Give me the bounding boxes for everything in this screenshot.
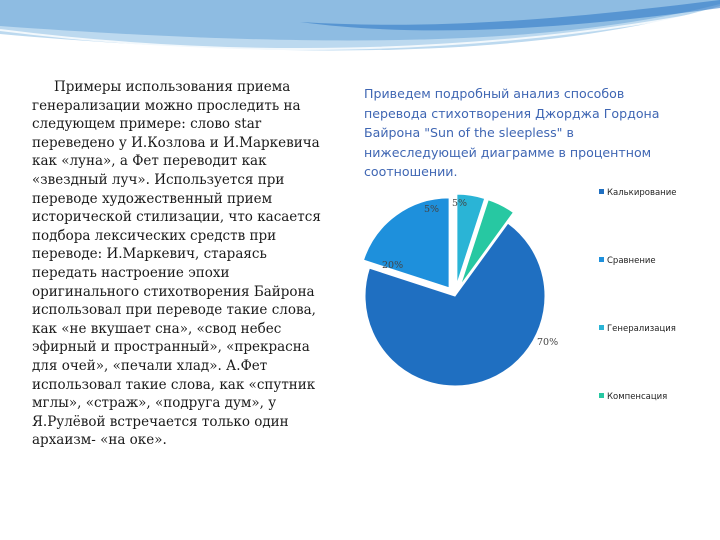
chart-intro-text: Приведем подробный анализ способов перевода стихотворения Джорджа Гордона Байрона "Sun of the sleepless" в нижеследующей диаграмме в процентном соотношении. [364, 86, 660, 179]
data-label-2: 20% [382, 260, 404, 271]
data-label-3: 5% [424, 204, 440, 215]
legend-label-1: Калькирование [607, 188, 677, 198]
legend-swatch-4 [599, 393, 604, 398]
legend-label-3: Генерализация [607, 324, 676, 334]
legend-swatch-3 [599, 325, 604, 330]
legend-label-2: Сравнение [607, 256, 656, 266]
data-label-1: 70% [537, 337, 559, 348]
legend-swatch-2 [599, 257, 604, 262]
legend-label-4: Компенсация [607, 392, 668, 402]
left-paragraph: Примеры использования приема генерализации можно проследить на следующем примере: слово star переведено у И.Козлова и И.Маркевича как «луна», а Фет переводит как «звездный луч». Используется при переводе художественный прием исторической стилизации, что касается подбора лексических средств при переводе: И.Маркевич, стараясь передать настроение эпохи оригинального стихотворения Байрона использовал при переводе такие слова, как «не вкушает сна», «свод небес эфирный и пространный», «прекрасна для очей», «печали хлад». А.Фет использовал такие слова, как «спутник мглы», «страж», «подруга дум», у Я.Рулёвой встречается только один архаизм- «на оке». [32, 79, 321, 449]
data-label-4: 5% [452, 198, 468, 209]
legend-swatch-1 [599, 189, 604, 194]
